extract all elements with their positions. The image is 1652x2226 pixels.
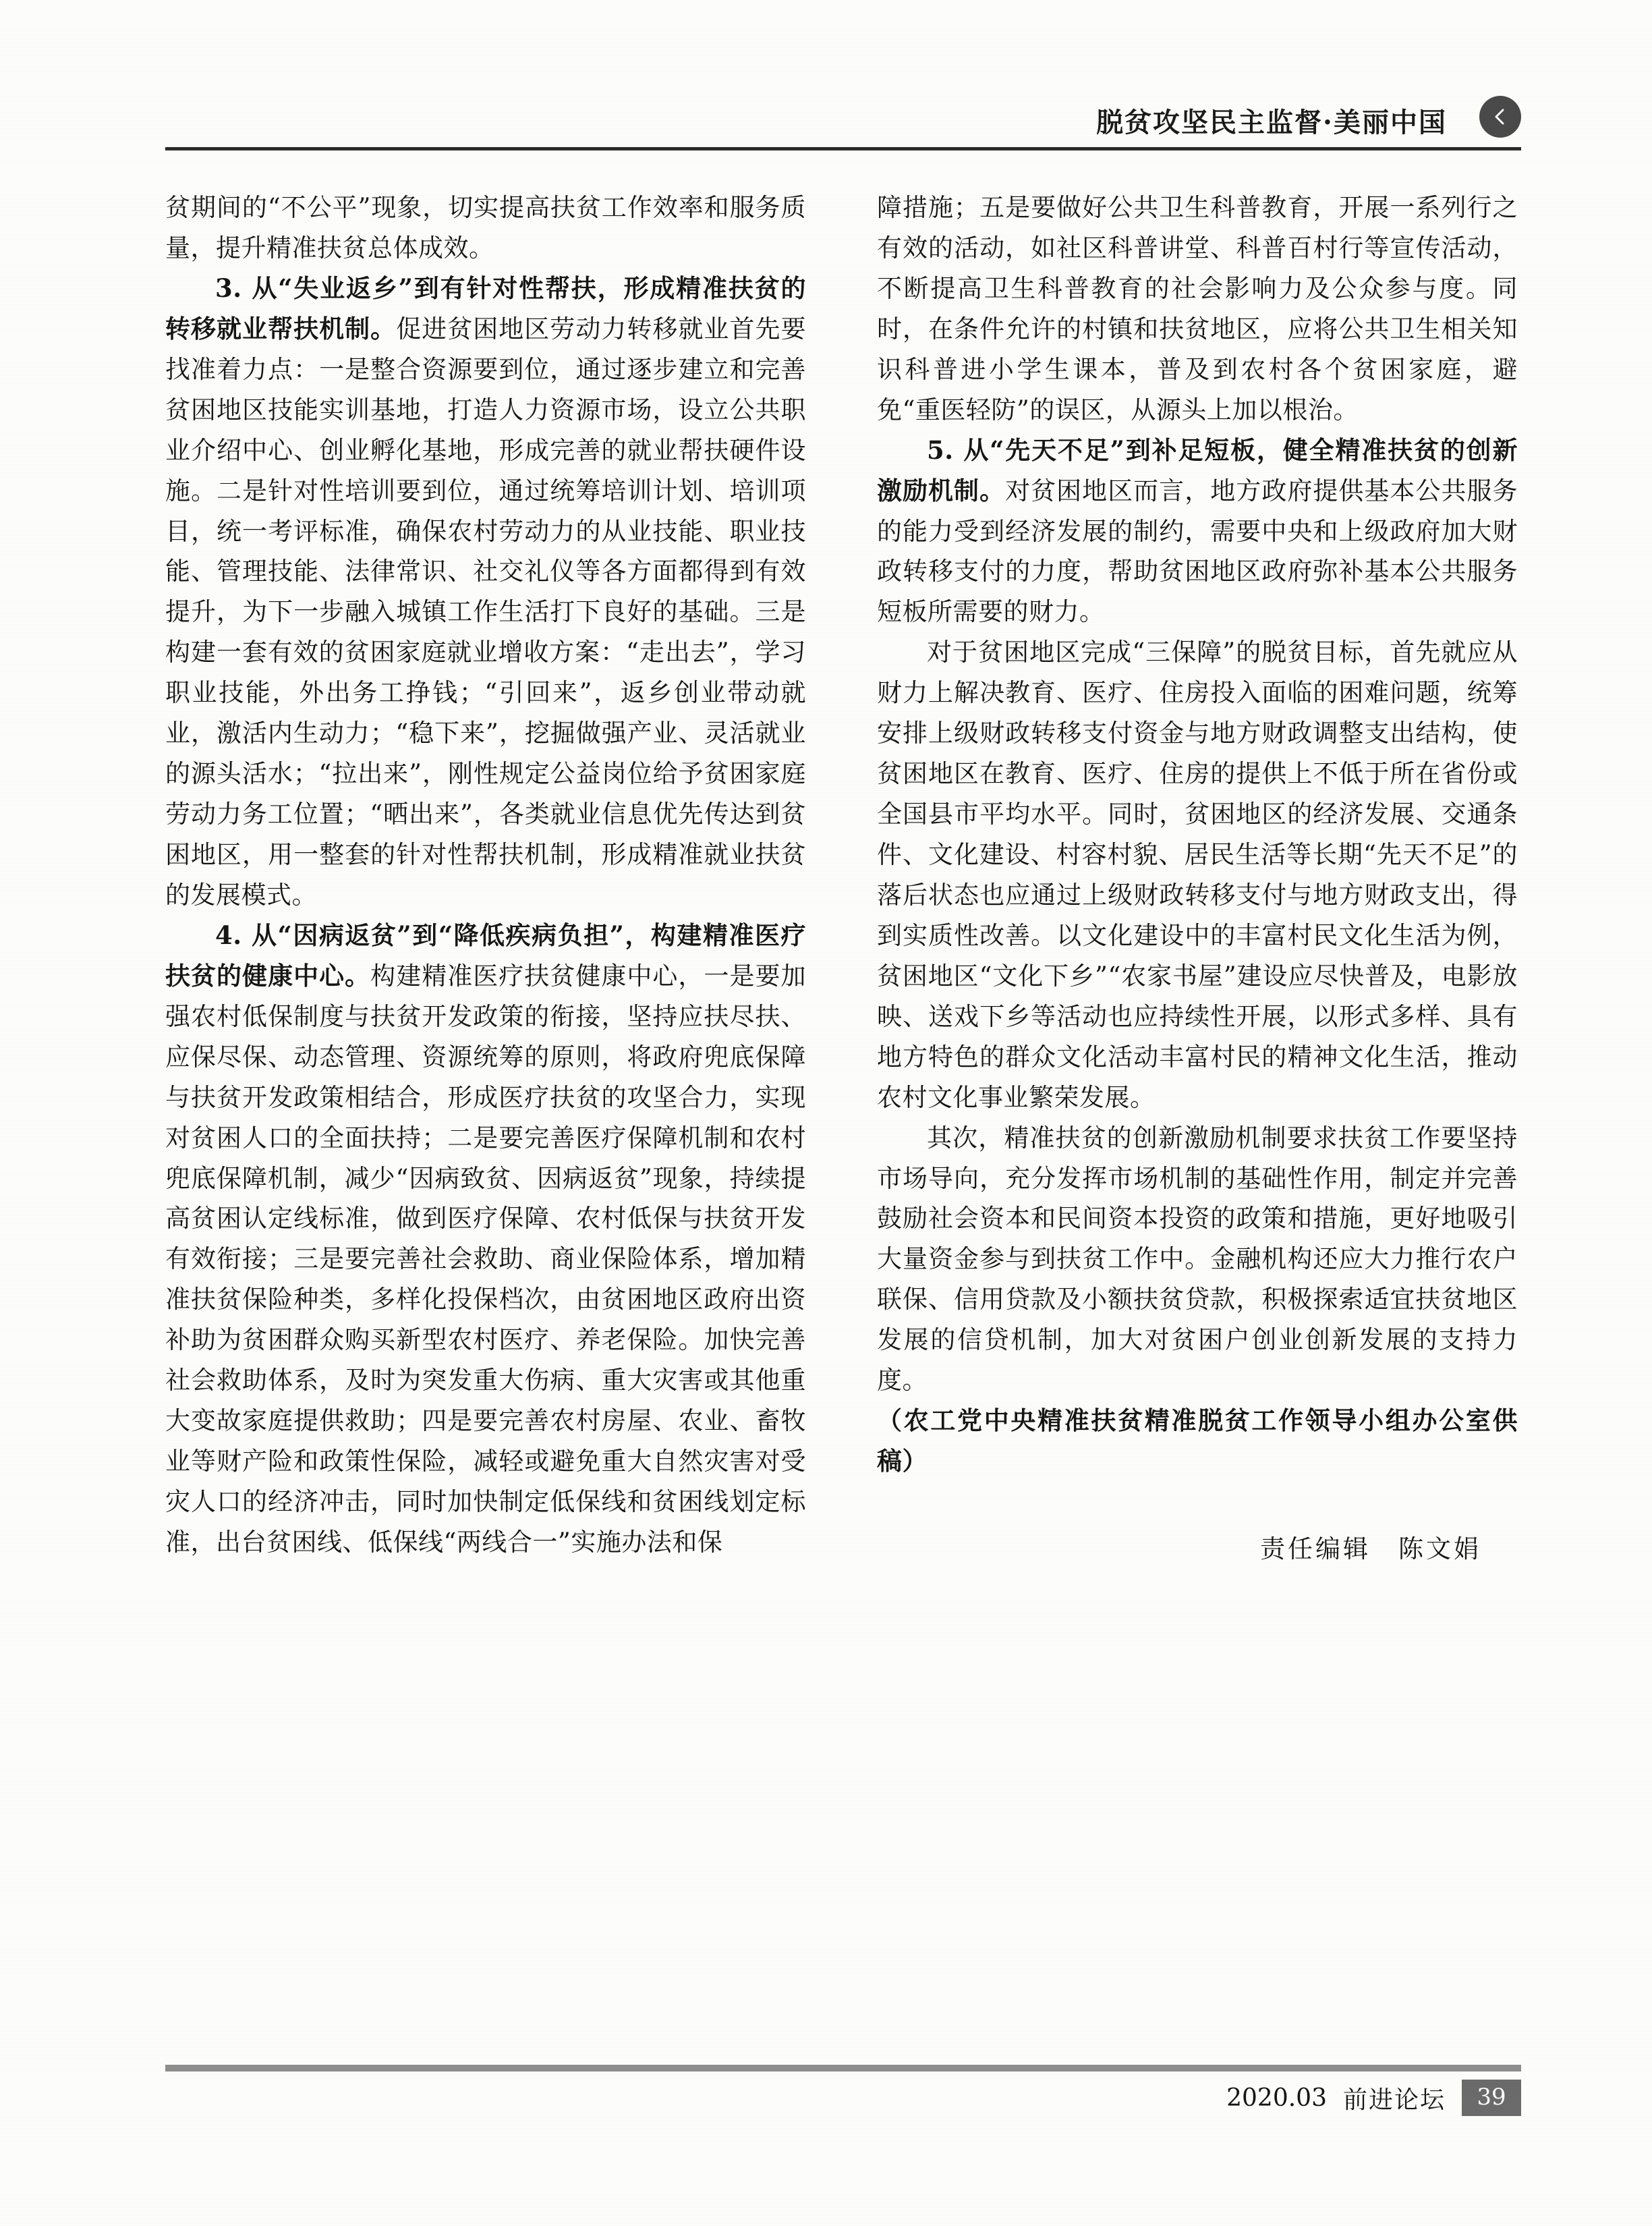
footer-date: 2020.03 — [1226, 2084, 1327, 2112]
section-5-lead: 5. 从“先天不足”到补足短板，健全精准扶贫的创新激励机制。 — [877, 435, 1518, 505]
page-number-badge: 39 — [1462, 2080, 1521, 2116]
body-column-left — [165, 188, 806, 1563]
header-divider — [165, 147, 1521, 150]
paragraph-section-3 — [165, 269, 806, 916]
page-footer — [165, 2065, 1521, 2112]
paragraph-continuation-right: 障措施；五是要做好公共卫生科普教育，开展一系列行之有效的活动，如社区科普讲堂、科普百村行等宣传活动，不断提高卫生科普教育的社会影响力及公众参与度。同时，在条件允许的村镇和扶贫地区，应将公共卫生相关知识科普进小学生课本，普及到农村各个贫困家庭，避免“重医轻防”的误区，从源头上加以根治。 — [877, 193, 1518, 424]
section-5-body: 对贫困地区而言，地方政府提供基本公共服务的能力受到经济发展的制约，需要中央和上级政府加大财政转移支付的力度，帮助贫困地区政府弥补基本公共服务短板所需要的财力。 — [877, 476, 1518, 627]
footer-divider — [165, 2065, 1521, 2071]
footer-meta — [1226, 2080, 1521, 2116]
paragraph-market-mechanism: 其次，精准扶贫的创新激励机制要求扶贫工作要坚持市场导向，充分发挥市场机制的基础性作用，制定并完善鼓励社会资本和民间资本投资的政策和措施，更好地吸引大量资金参与到扶贫工作中。金融机构还应大力推行农户联保、信用贷款及小额扶贫贷款，积极探索适宜扶贫地区发展的信贷机制，加大对贫困户创业创新发展的支持力度。 — [877, 1123, 1518, 1395]
paragraph-section-5 — [877, 430, 1518, 633]
footer-publication: 前进论坛 — [1342, 2086, 1446, 2114]
paragraph-continuation: 贫期间的“不公平”现象，切实提高扶贫工作效率和服务质量，提升精准扶贫总体成效。 — [165, 193, 806, 262]
body-column-right — [877, 188, 1518, 1569]
contributor-signature: （农工党中央精准扶贫精准脱贫工作领导小组办公室供稿） — [877, 1406, 1518, 1476]
paragraph-section-4 — [165, 916, 806, 1563]
section-3-body: 促进贫困地区劳动力转移就业首先要找准着力点：一是整合资源要到位，通过逐步建立和完善贫困地区技能实训基地，打造人力资源市场，设立公共职业介绍中心、创业孵化基地，形成完善的就业帮扶硬件设施。二是针对性培训要到位，通过统筹培训计划、培训项目，统一考评标准，确保农村劳动力的从业技能、职业技能、管理技能、法律常识、社交礼仪等各方面都得到有效提升，为下一步融入城镇工作生活打下良好的基础。三是构建一套有效的贫困家庭就业增收方案：“走出去”，学习职业技能，外出务工挣钱；“引回来”，返乡创业带动就业，激活内生动力；“稳下来”，挖掘做强产业、灵活就业的源头活水；“拉出来”，刚性规定公益岗位给予贫困家庭劳动力务工位置；“晒出来”，各类就业信息优先传达到贫困地区，用一整套的针对性帮扶机制，形成精准就业扶贫的发展模式。 — [165, 314, 806, 910]
responsible-editor: 责任编辑 陈文娟 — [1260, 1534, 1481, 1563]
section-4-lead: 4. 从“因病返贫”到“降低疾病负担”，构建精准医疗扶贫的健康中心。 — [165, 920, 806, 991]
circle-arrow-left-icon — [1479, 96, 1521, 138]
section-3-lead: 3. 从“失业返乡”到有针对性帮扶，形成精准扶贫的转移就业帮扶机制。 — [165, 273, 806, 343]
paragraph-three-guarantees: 对于贫困地区完成“三保障”的脱贫目标，首先就应从财力上解决教育、医疗、住房投入面临的困难问题，统筹安排上级财政转移支付资金与地方财政调整支出结构，使贫困地区在教育、医疗、住房的提供上不低于所在省份或全国县市平均水平。同时，贫困地区的经济发展、交通条件、文化建设、村容村貌、居民生活等长期“先天不足”的落后状态也应通过上级财政转移支付与地方财政支出，得到实质性改善。以文化建设中的丰富村民文化生活为例，贫困地区“文化下乡”“农家书屋”建设应尽快普及，电影放映、送戏下乡等活动也应持续性开展，以形式多样、具有地方特色的群众文化活动丰富村民的精神文化生活，推动农村文化事业繁荣发展。 — [877, 638, 1518, 1112]
section-4-body: 构建精准医疗扶贫健康中心，一是要加强农村低保制度与扶贫开发政策的衔接，坚持应扶尽扶、应保尽保、动态管理、资源统筹的原则，将政府兜底保障与扶贫开发政策相结合，形成医疗扶贫的攻坚合力，实现对贫困人口的全面扶持；二是要完善医疗保障机制和农村兜底保障机制，减少“因病致贫、因病返贫”现象，持续提高贫困认定线标准，做到医疗保障、农村低保与扶贫开发有效衔接；三是要完善社会救助、商业保险体系，增加精准扶贫保险种类，多样化投保档次，由贫困地区政府出资补助为贫困群众购买新型农村医疗、养老保险。加快完善社会救助体系，及时为突发重大伤病、重大灾害或其他重大变故家庭提供救助；四是要完善农村房屋、农业、畜牧业等财产险和政策性保险，减轻或避免重大自然灾害对受灾人口的经济冲击，同时加快制定低保线和贫困线划定标准，出台贫困线、低保线“两线合一”实施办法和保 — [165, 961, 807, 1557]
header-title: 脱贫攻坚民主监督·美丽中国 — [1096, 107, 1447, 138]
